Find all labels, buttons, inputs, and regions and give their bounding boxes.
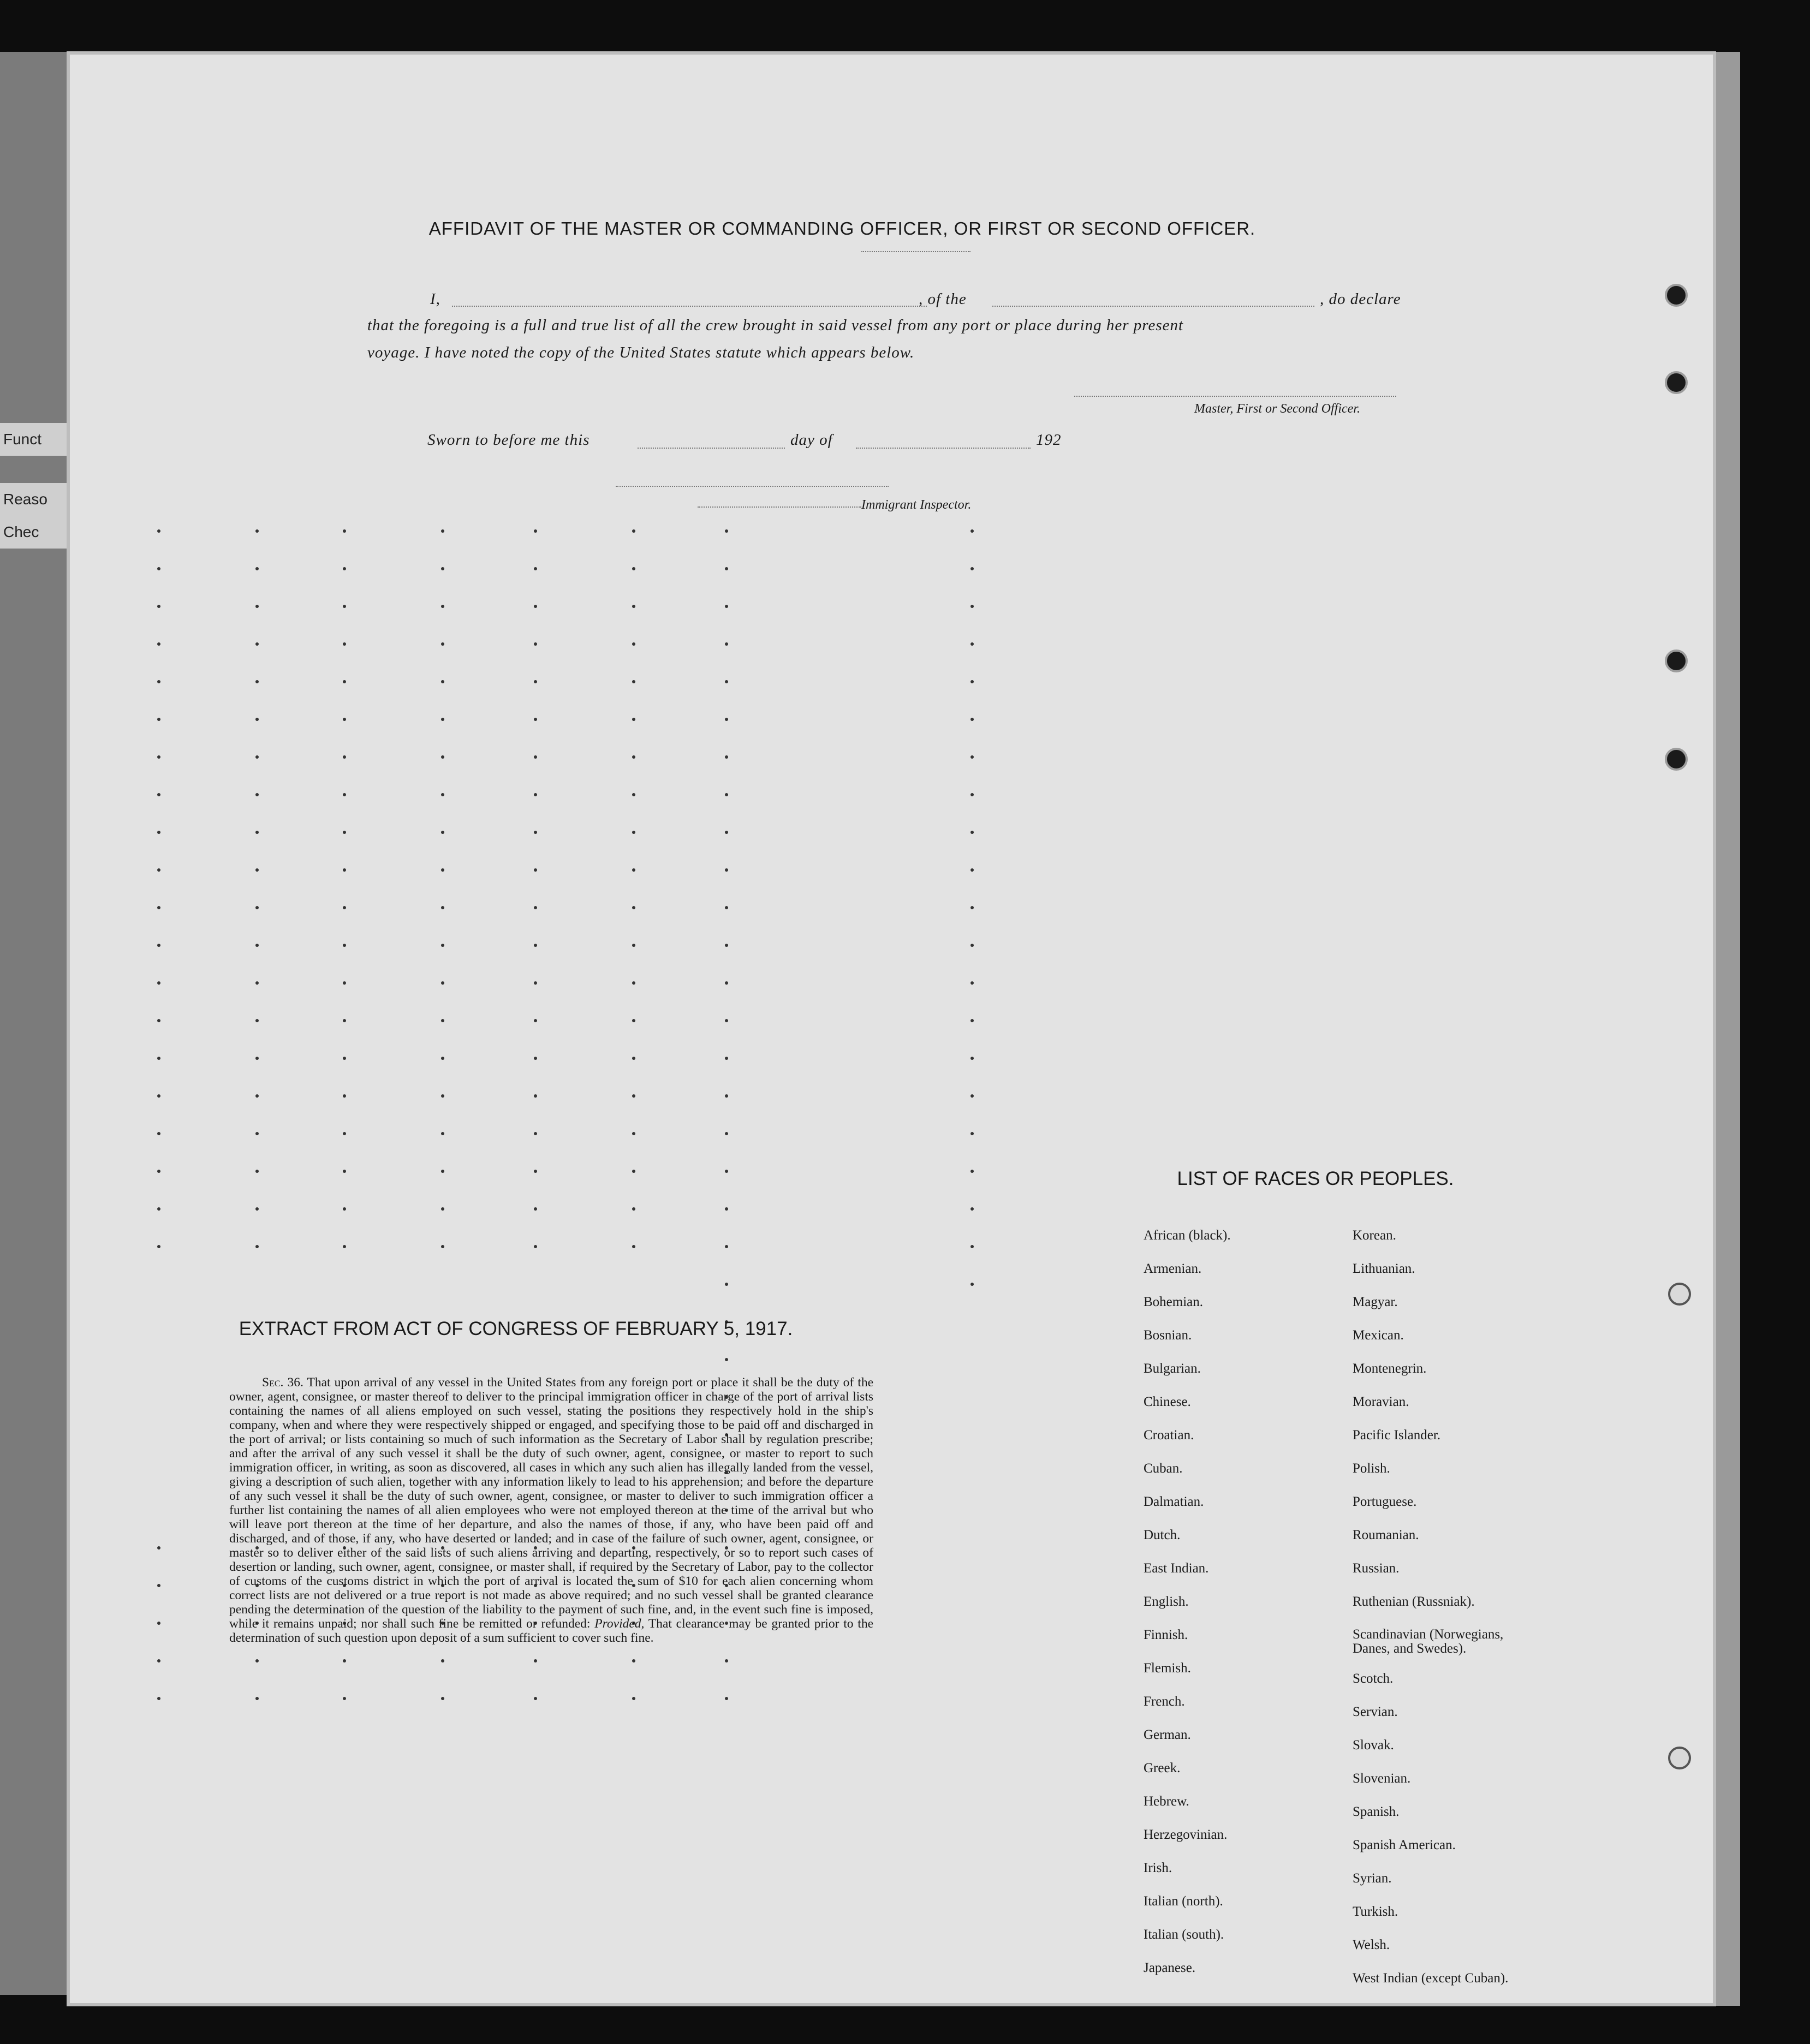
- form-dot: [971, 1019, 974, 1022]
- form-dot: [534, 1659, 537, 1662]
- race-item: Slovak.: [1353, 1738, 1394, 1753]
- form-dot: [343, 642, 346, 646]
- day-blank: [638, 448, 785, 449]
- form-dot: [441, 1659, 444, 1662]
- form-dot: [632, 1697, 635, 1700]
- form-dot: [534, 1132, 537, 1135]
- form-dot: [441, 1245, 444, 1248]
- provided-word: Provided,: [594, 1617, 645, 1631]
- form-dot: [157, 1132, 160, 1135]
- binder-hole: [1665, 284, 1688, 307]
- race-item: Cuban.: [1144, 1461, 1183, 1476]
- race-item: Portuguese.: [1353, 1494, 1417, 1509]
- form-dot: [157, 793, 160, 796]
- form-dot: [725, 1358, 728, 1361]
- race-item: Greek.: [1144, 1761, 1181, 1775]
- race-item: Roumanian.: [1353, 1528, 1419, 1542]
- form-dot: [971, 1245, 974, 1248]
- form-dot: [725, 1019, 728, 1022]
- left-edge-tab: Funct: [0, 423, 70, 456]
- title-underline: [861, 251, 971, 252]
- form-dot: [534, 944, 537, 947]
- form-dot: [725, 1283, 728, 1286]
- races-column-1: [1144, 1228, 1231, 1994]
- form-dot: [255, 831, 259, 834]
- form-dot: [157, 1245, 160, 1248]
- race-item: Servian.: [1353, 1705, 1398, 1719]
- form-dot: [534, 1245, 537, 1248]
- form-dot: [343, 680, 346, 683]
- form-dot: [255, 793, 259, 796]
- form-dot: [157, 868, 160, 872]
- form-dot: [255, 981, 259, 985]
- form-dot: [725, 680, 728, 683]
- form-dot: [255, 529, 259, 533]
- form-dot: [255, 1659, 259, 1662]
- form-dot: [343, 1057, 346, 1060]
- race-item: Herzegovinian.: [1144, 1827, 1228, 1842]
- form-dot: [441, 1019, 444, 1022]
- race-item: Pacific Islander.: [1353, 1428, 1441, 1443]
- form-dot: [534, 1019, 537, 1022]
- form-dot: [157, 981, 160, 985]
- form-dot: [534, 868, 537, 872]
- race-item: Armenian.: [1144, 1261, 1202, 1276]
- form-dot: [157, 1019, 160, 1022]
- form-dot: [725, 605, 728, 608]
- form-dot: [971, 1170, 974, 1173]
- form-dot: [632, 1057, 635, 1060]
- year-text: 192: [1036, 431, 1062, 449]
- inspector-signature-line: [616, 486, 889, 487]
- inspector-sub-line: [698, 506, 861, 508]
- form-dot: [441, 605, 444, 608]
- race-item: Italian (south).: [1144, 1927, 1224, 1942]
- form-dot: [632, 529, 635, 533]
- sworn-text: Sworn to before me this: [427, 431, 590, 449]
- form-dot: [157, 1057, 160, 1060]
- race-item: Turkish.: [1353, 1904, 1398, 1919]
- form-dot: [971, 793, 974, 796]
- master-signature-line: [1074, 396, 1396, 397]
- form-dot: [971, 831, 974, 834]
- form-dot: [441, 981, 444, 985]
- form-dot: [255, 1170, 259, 1173]
- form-dot: [632, 981, 635, 985]
- form-dot: [534, 755, 537, 759]
- form-dot: [157, 718, 160, 721]
- form-dot: [255, 1019, 259, 1022]
- race-item: Ruthenian (Russniak).: [1353, 1594, 1475, 1609]
- form-dot: [534, 718, 537, 721]
- race-item: Bohemian.: [1144, 1295, 1204, 1309]
- race-item: Syrian.: [1353, 1871, 1392, 1886]
- form-dot: [441, 1697, 444, 1700]
- form-dot: [441, 567, 444, 570]
- form-dot: [632, 1019, 635, 1022]
- form-dot: [971, 1132, 974, 1135]
- form-dot: [632, 1659, 635, 1662]
- form-dot: [632, 1207, 635, 1211]
- form-dot: [255, 868, 259, 872]
- form-dot: [725, 1170, 728, 1173]
- form-dot: [632, 1245, 635, 1248]
- form-dot: [632, 944, 635, 947]
- form-dot: [343, 1697, 346, 1700]
- form-dot: [971, 944, 974, 947]
- form-dot: [632, 1170, 635, 1173]
- race-item: German.: [1144, 1727, 1191, 1742]
- form-dot: [157, 529, 160, 533]
- race-item: Finnish.: [1144, 1628, 1188, 1642]
- form-dot: [971, 718, 974, 721]
- form-dot: [441, 755, 444, 759]
- form-dot: [255, 642, 259, 646]
- form-dot: [534, 1094, 537, 1098]
- sec-label: Sec. 36.: [262, 1375, 303, 1390]
- form-dot: [725, 981, 728, 985]
- form-dot: [632, 831, 635, 834]
- form-dot: [725, 793, 728, 796]
- extract-text: That upon arrival of any vessel in the United States from any foreign port or place it shall be the duty of the owner, agent, consignee, or master thereof to deliver to the principal immigration officer in charge of the port of arrival lists containing the names of all aliens employed on such vessel, stating the positions they respectively hold in the ship's company, when and where they were respectively shipped or engaged, and specifying those to be paid off and discharged in the port of arrival; or lists containing so much of such information as the Secretary of Labor shall by regulation prescribe; and after the arrival of any such vessel it shall be the duty of such owner, agent, consignee, or master to report to such immigration officer, in writing, as soon as discovered, all cases in which any such alien has illegally landed from the vessel, giving a description of such alien, together with any information likely to lead to his apprehension; and before the departure of any such vessel it shall be the duty of such owner, agent, consignee, or master to deliver to such immigration officer a further list containing the names of all alien employees who were not employed thereon at the time of the arrival but who will leave port thereon at the time of her departure, and also the names of those, if any, who have been paid off and discharged, and of those, if any, who have deserted or landed; and in case of the failure of such owner, agent, consignee, or master so to deliver either of the said lists of such aliens arriving and departing, respectively, or so to report such cases of desertion or landing, such owner, agent, consignee, or master shall, if required by the Secretary of Labor, pay to the collector of customs of the customs district in which the port of arrival is located the sum of $10 for each alien concerning whom correct lists are not delivered or a true report is not made as above required; and no such vessel shall be granted clearance pending the determination of the question of the liability to the payment of such fine, and, in the event such fine is imposed, while it remains unpaid; nor shall such fine be remitted or refunded:: [229, 1375, 874, 1631]
- race-item: Spanish American.: [1353, 1838, 1456, 1852]
- form-dot: [343, 944, 346, 947]
- form-dot: [441, 1207, 444, 1211]
- form-dot: [343, 605, 346, 608]
- form-dot: [725, 1245, 728, 1248]
- form-dot: [157, 1546, 160, 1550]
- form-dot: [441, 718, 444, 721]
- manifest-page: [70, 55, 1713, 2003]
- race-item: French.: [1144, 1694, 1185, 1709]
- form-dot: [157, 1207, 160, 1211]
- left-page-edge: [0, 52, 70, 1995]
- form-dot: [971, 868, 974, 872]
- race-item: Italian (north).: [1144, 1894, 1223, 1909]
- race-item: Russian.: [1353, 1561, 1400, 1576]
- form-dot: [255, 1207, 259, 1211]
- form-dot: [255, 680, 259, 683]
- race-item: Polish.: [1353, 1461, 1390, 1476]
- form-dot: [255, 1132, 259, 1135]
- race-item: Bulgarian.: [1144, 1361, 1201, 1376]
- form-dot: [534, 981, 537, 985]
- form-dot: [971, 605, 974, 608]
- form-dot: [441, 868, 444, 872]
- race-item: Flemish.: [1144, 1661, 1191, 1676]
- form-dot: [632, 793, 635, 796]
- form-dot: [441, 793, 444, 796]
- form-dot: [725, 944, 728, 947]
- form-dot: [157, 1659, 160, 1662]
- form-dot: [441, 831, 444, 834]
- form-dot: [971, 906, 974, 909]
- inspector-label: Immigrant Inspector.: [861, 498, 972, 512]
- form-dot: [157, 680, 160, 683]
- form-dot: [971, 1283, 974, 1286]
- form-dot: [255, 755, 259, 759]
- form-dot: [343, 1659, 346, 1662]
- form-dot: [534, 1170, 537, 1173]
- form-dot: [157, 1094, 160, 1098]
- races-title: LIST OF RACES OR PEOPLES.: [1177, 1168, 1454, 1189]
- form-dot: [343, 1019, 346, 1022]
- form-dot: [157, 755, 160, 759]
- form-dot: [343, 755, 346, 759]
- race-item: Japanese.: [1144, 1960, 1196, 1975]
- form-dot: [632, 755, 635, 759]
- affidavit-declare: , do declare: [1320, 290, 1401, 308]
- binder-hole: [1668, 1283, 1691, 1306]
- name-blank: [452, 306, 927, 307]
- left-edge-tab: Chec: [0, 516, 70, 549]
- form-dot: [343, 1094, 346, 1098]
- race-item: Welsh.: [1353, 1938, 1390, 1952]
- form-dot: [343, 1132, 346, 1135]
- form-dot: [971, 642, 974, 646]
- extract-text-end: That clearance may be granted prior to the determination of such question upon deposit of a sum sufficient to cover such fine.: [229, 1617, 873, 1645]
- form-dot: [632, 868, 635, 872]
- form-dot: [971, 755, 974, 759]
- race-item: Mexican.: [1353, 1328, 1404, 1343]
- form-dot: [343, 1170, 346, 1173]
- form-dot: [534, 1057, 537, 1060]
- form-dot: [971, 529, 974, 533]
- form-dot: [157, 1170, 160, 1173]
- form-dot: [157, 1622, 160, 1625]
- form-dot: [441, 906, 444, 909]
- race-item: Irish.: [1144, 1861, 1172, 1875]
- form-dot: [725, 906, 728, 909]
- day-of-text: day of: [790, 431, 833, 449]
- form-dot: [255, 1057, 259, 1060]
- form-dot: [441, 1094, 444, 1098]
- form-dot: [441, 944, 444, 947]
- form-dot: [534, 1207, 537, 1211]
- form-dot: [441, 680, 444, 683]
- form-dot: [343, 981, 346, 985]
- binder-hole: [1665, 371, 1688, 394]
- affidavit-of-the: , of the: [919, 290, 967, 308]
- form-dot: [534, 1697, 537, 1700]
- form-dot: [255, 1697, 259, 1700]
- form-dot: [725, 831, 728, 834]
- form-dot: [534, 906, 537, 909]
- race-item: Bosnian.: [1144, 1328, 1192, 1343]
- form-dot: [343, 718, 346, 721]
- form-dot: [255, 567, 259, 570]
- race-item: Scandinavian (Norwegians, Danes, and Swedes).: [1353, 1627, 1504, 1656]
- race-item: Moravian.: [1353, 1395, 1409, 1409]
- form-dot: [157, 944, 160, 947]
- form-dot: [343, 1207, 346, 1211]
- race-item: Spanish.: [1353, 1804, 1400, 1819]
- form-dot: [632, 605, 635, 608]
- form-dot: [157, 605, 160, 608]
- form-dot: [632, 718, 635, 721]
- race-item: Lithuanian.: [1353, 1261, 1415, 1276]
- race-item: English.: [1144, 1594, 1189, 1609]
- race-item: African (black).: [1144, 1228, 1231, 1243]
- form-dot: [725, 718, 728, 721]
- form-dot: [971, 1057, 974, 1060]
- form-dot: [157, 567, 160, 570]
- form-dot: [725, 567, 728, 570]
- form-dot: [255, 718, 259, 721]
- affidavit-line2: that the foregoing is a full and true list of all the crew brought in said vessel from any port or place during her present: [367, 317, 1184, 334]
- form-dot: [343, 906, 346, 909]
- form-dot: [157, 831, 160, 834]
- form-dot: [534, 680, 537, 683]
- form-dot: [343, 529, 346, 533]
- form-dot: [725, 1659, 728, 1662]
- left-edge-tab: Reaso: [0, 483, 70, 516]
- form-dot: [255, 605, 259, 608]
- form-dot: [725, 529, 728, 533]
- race-item: Dalmatian.: [1144, 1494, 1204, 1509]
- form-dot: [725, 1132, 728, 1135]
- form-dot: [343, 1245, 346, 1248]
- binder-hole: [1668, 1747, 1691, 1769]
- form-dot: [632, 642, 635, 646]
- form-dot: [971, 680, 974, 683]
- race-item: Scotch.: [1353, 1671, 1394, 1686]
- form-dot: [971, 567, 974, 570]
- form-dot: [343, 793, 346, 796]
- form-dot: [441, 529, 444, 533]
- form-dot: [725, 1094, 728, 1098]
- form-dot: [441, 1132, 444, 1135]
- race-item: Chinese.: [1144, 1395, 1191, 1409]
- races-column-2: [1353, 1228, 1533, 2004]
- affidavit-title: AFFIDAVIT OF THE MASTER OR COMMANDING OFFICER, OR FIRST OR SECOND OFFICER.: [428, 218, 1256, 239]
- form-dot: [343, 567, 346, 570]
- race-item: West Indian (except Cuban).: [1353, 1971, 1509, 1986]
- form-dot: [157, 642, 160, 646]
- race-item: Slovenian.: [1353, 1771, 1411, 1786]
- form-dot: [255, 1094, 259, 1098]
- form-dot: [971, 1094, 974, 1098]
- form-dot: [632, 680, 635, 683]
- right-page-edge: [1713, 52, 1740, 2006]
- form-dot: [632, 906, 635, 909]
- form-dot: [255, 906, 259, 909]
- form-dot: [534, 567, 537, 570]
- form-dot: [534, 529, 537, 533]
- form-dot: [157, 1697, 160, 1700]
- binder-hole: [1665, 649, 1688, 672]
- race-item: East Indian.: [1144, 1561, 1209, 1576]
- form-dot: [343, 868, 346, 872]
- month-blank: [856, 448, 1031, 449]
- binder-hole: [1665, 748, 1688, 771]
- affidavit-i: I,: [430, 290, 440, 308]
- race-item: Croatian.: [1144, 1428, 1194, 1443]
- form-dot: [632, 567, 635, 570]
- form-dot: [534, 605, 537, 608]
- form-dot: [441, 1170, 444, 1173]
- form-dot: [255, 944, 259, 947]
- vessel-blank: [992, 306, 1314, 307]
- form-dot: [534, 642, 537, 646]
- form-dot: [971, 1207, 974, 1211]
- form-dot: [725, 642, 728, 646]
- race-item: Montenegrin.: [1353, 1361, 1427, 1376]
- form-dot: [157, 1584, 160, 1587]
- master-label: Master, First or Second Officer.: [1194, 402, 1360, 416]
- race-item: Dutch.: [1144, 1528, 1181, 1542]
- extract-body: [229, 1375, 873, 1645]
- form-dot: [632, 1132, 635, 1135]
- form-dot: [725, 755, 728, 759]
- form-dot: [255, 1245, 259, 1248]
- form-dot: [343, 831, 346, 834]
- form-dot: [441, 642, 444, 646]
- race-item: Hebrew.: [1144, 1794, 1189, 1809]
- form-dot: [157, 906, 160, 909]
- form-dot: [534, 831, 537, 834]
- form-dot: [632, 1094, 635, 1098]
- form-dot: [725, 1057, 728, 1060]
- form-dot: [534, 793, 537, 796]
- form-dot: [725, 1697, 728, 1700]
- form-dot: [971, 981, 974, 985]
- form-dot: [725, 1207, 728, 1211]
- race-item: Magyar.: [1353, 1295, 1398, 1309]
- extract-title: EXTRACT FROM ACT OF CONGRESS OF FEBRUARY 5, 1917.: [239, 1318, 793, 1339]
- form-dot: [725, 868, 728, 872]
- form-dot: [441, 1057, 444, 1060]
- race-item: Korean.: [1353, 1228, 1396, 1243]
- affidavit-line3: voyage. I have noted the copy of the United States statute which appears below.: [367, 344, 915, 361]
